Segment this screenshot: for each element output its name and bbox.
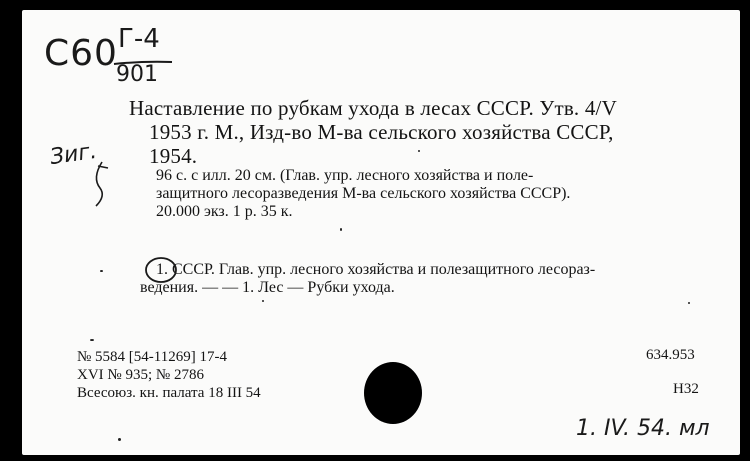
left-note-stroke bbox=[88, 160, 110, 208]
tracing-line-1: 1. СССР. Глав. упр. лесного хозяйства и полезащитного лесораз- bbox=[156, 261, 596, 278]
footer-record-number: № 5584 [54-11269] 17-4 bbox=[77, 349, 227, 365]
call-number-prefix: С60 bbox=[44, 33, 118, 74]
handwritten-date: 1. IV. 54. мл bbox=[576, 416, 710, 441]
footer-registry: XVI № 935; № 2786 bbox=[77, 367, 204, 383]
scan-speck bbox=[340, 228, 342, 231]
collation-line-2: защитного лесоразведения М-ва сельского хозяйства СССР). bbox=[156, 185, 571, 202]
entry-title-line-3: 1954. bbox=[149, 144, 198, 168]
collation-line-3: 20.000 экз. 1 р. 35 к. bbox=[156, 203, 293, 220]
tracing-line-2: ведения. — — 1. Лес — Рубки ухода. bbox=[140, 279, 395, 296]
scan-speck bbox=[262, 300, 264, 302]
collation-line-1: 96 с. с илл. 20 см. (Глав. упр. лесного хозяйства и поле- bbox=[156, 167, 534, 184]
call-number-top: Г-4 bbox=[118, 24, 160, 54]
entry-title-line-1: Наставление по рубкам ухода в лесах СССР. Утв. 4/V bbox=[129, 96, 617, 120]
author-mark: Н32 bbox=[673, 381, 699, 397]
call-number-bottom: 901 bbox=[116, 62, 158, 87]
footer-chamber: Всесоюз. кн. палата 18 III 54 bbox=[77, 385, 261, 401]
handwritten-left-note: Зиг. bbox=[48, 138, 99, 171]
scan-speck bbox=[118, 438, 121, 441]
scan-speck bbox=[100, 270, 103, 272]
scan-speck bbox=[90, 339, 94, 341]
scan-speck bbox=[418, 150, 420, 152]
scan-speck bbox=[688, 302, 690, 304]
entry-title-line-2: 1953 г. М., Изд-во М-ва сельского хозяйства СССР, bbox=[149, 120, 614, 144]
punch-hole bbox=[364, 362, 422, 424]
classification-number: 634.953 bbox=[646, 347, 695, 363]
